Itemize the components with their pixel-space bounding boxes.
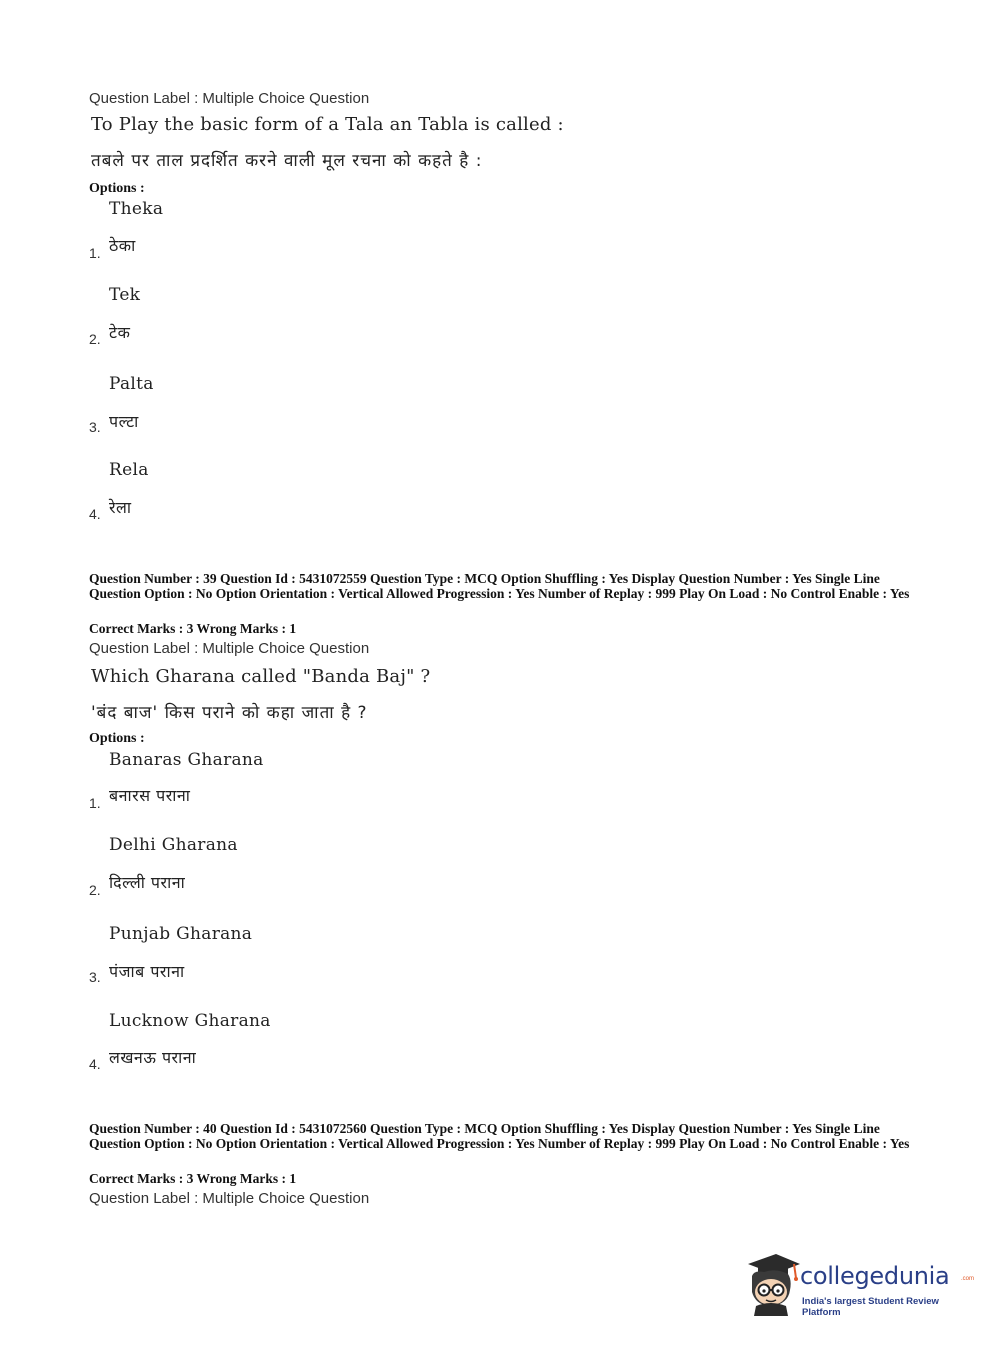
student-mascot-icon bbox=[742, 1250, 802, 1316]
option-english: Rela bbox=[109, 460, 149, 480]
option-english: Punjab Gharana bbox=[109, 924, 253, 944]
option-number: 3. bbox=[89, 969, 101, 985]
logo-tagline: India's largest Student Review Platform bbox=[802, 1296, 939, 1318]
question-label: Question Label : Multiple Choice Question bbox=[89, 1190, 370, 1207]
question-label: Question Label : Multiple Choice Question bbox=[89, 90, 370, 107]
question-meta: Question Number : 39 Question Id : 5431072559 Question Type : MCQ Option Shuffling : Yes Display Question Number : Yes Single Line Question Option : No Option Orientation : Vertical Allowed Progression : Yes Number of Replay : 999 Play On Load : No Control Enable : Yes bbox=[89, 571, 910, 601]
question-label: Question Label : Multiple Choice Question bbox=[89, 640, 370, 657]
logo-domain-suffix: .com bbox=[961, 1276, 975, 1282]
option-number: 3. bbox=[89, 419, 101, 435]
option-hindi: पल्टा bbox=[109, 412, 139, 431]
option-english: Banaras Gharana bbox=[109, 750, 264, 770]
option-number: 4. bbox=[89, 506, 101, 522]
option-hindi: टेक bbox=[109, 323, 131, 342]
option-english: Palta bbox=[109, 374, 154, 394]
question-text-english: To Play the basic form of a Tala an Tabla is called : bbox=[91, 114, 564, 135]
option-english: Delhi Gharana bbox=[109, 835, 238, 855]
logo-wordmark: collegedunia bbox=[800, 1262, 950, 1290]
question-text-english: Which Gharana called "Banda Baj" ? bbox=[91, 666, 431, 687]
option-hindi: दिल्ली पराना bbox=[109, 873, 186, 892]
options-heading: Options : bbox=[89, 731, 145, 746]
option-hindi: लखनऊ पराना bbox=[109, 1048, 197, 1067]
option-hindi: ठेका bbox=[109, 236, 136, 255]
option-english: Tek bbox=[109, 285, 141, 305]
question-meta: Question Number : 40 Question Id : 5431072560 Question Type : MCQ Option Shuffling : Yes Display Question Number : Yes Single Line Question Option : No Option Orientation : Vertical Allowed Progression : Yes Number of Replay : 999 Play On Load : No Control Enable : Yes bbox=[89, 1121, 910, 1151]
question-marks: Correct Marks : 3 Wrong Marks : 1 bbox=[89, 1171, 297, 1186]
option-number: 1. bbox=[89, 245, 101, 261]
option-hindi: बनारस पराना bbox=[109, 786, 191, 805]
question-text-hindi: 'बंद बाज' किस पराने को कहा जाता है ? bbox=[91, 703, 368, 723]
option-number: 2. bbox=[89, 882, 101, 898]
option-number: 4. bbox=[89, 1056, 101, 1072]
question-marks: Correct Marks : 3 Wrong Marks : 1 bbox=[89, 621, 297, 636]
option-hindi: रेला bbox=[109, 498, 132, 517]
collegedunia-logo bbox=[742, 1250, 975, 1320]
question-text-hindi: तबले पर ताल प्रदर्शित करने वाली मूल रचना को कहते है : bbox=[91, 151, 483, 171]
options-heading: Options : bbox=[89, 181, 145, 196]
option-number: 2. bbox=[89, 331, 101, 347]
option-number: 1. bbox=[89, 795, 101, 811]
option-english: Lucknow Gharana bbox=[109, 1011, 271, 1031]
option-hindi: पंजाब पराना bbox=[109, 962, 185, 981]
option-english: Theka bbox=[109, 199, 164, 219]
